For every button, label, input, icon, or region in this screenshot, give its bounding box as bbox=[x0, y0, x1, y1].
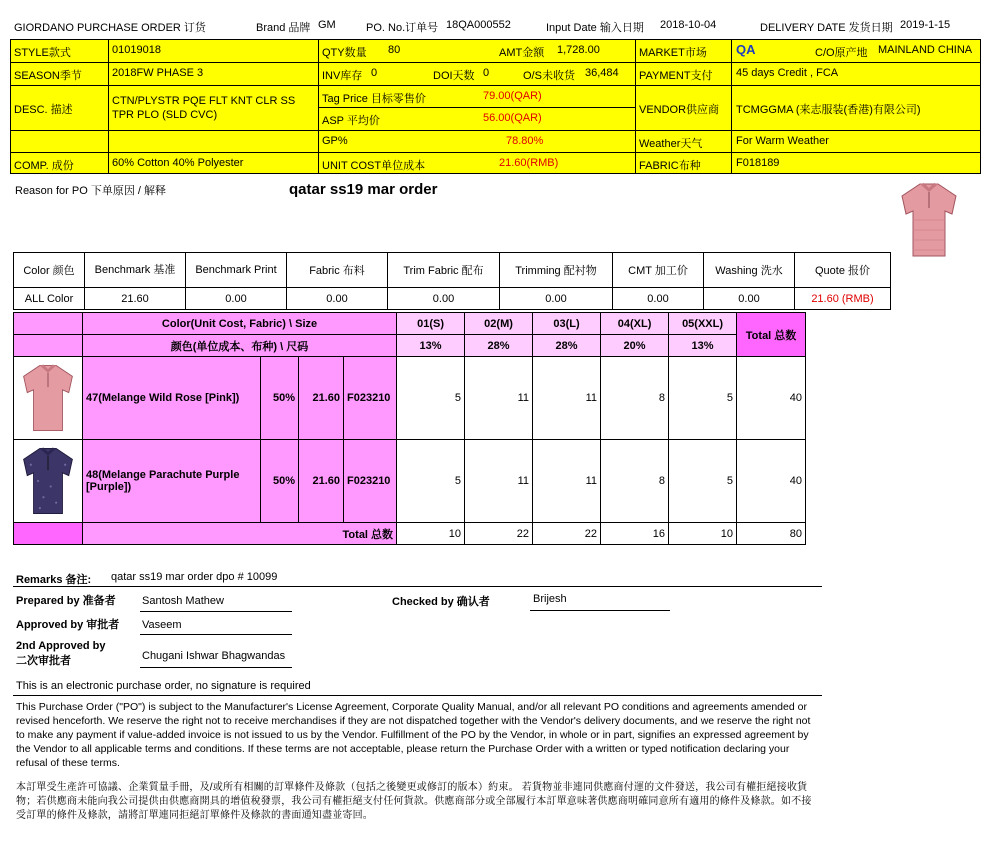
approved-by-label: Approved by 审批者 bbox=[16, 619, 120, 631]
footer-total-label: Total 总数 bbox=[83, 523, 397, 545]
signature-line bbox=[140, 667, 292, 668]
footer-total-cell: 10 bbox=[397, 523, 465, 545]
cost-cell: 0.00 bbox=[186, 288, 287, 310]
style-label: STYLE款式 bbox=[14, 47, 71, 59]
qty-cell: 11 bbox=[465, 440, 533, 523]
size-ratio: 13% bbox=[669, 335, 737, 357]
po-number-value: 18QA000552 bbox=[446, 19, 511, 31]
vendor-label: VENDOR供应商 bbox=[639, 104, 720, 116]
market-value: QA bbox=[736, 42, 756, 57]
season-value: 2018FW PHASE 3 bbox=[112, 67, 204, 79]
os-value: 36,484 bbox=[585, 67, 619, 79]
po-title: GIORDANO PURCHASE ORDER 订货 bbox=[14, 22, 206, 34]
doi-value: 0 bbox=[483, 67, 490, 79]
style-value: 01019018 bbox=[112, 44, 161, 56]
asp-label: ASP 平均价 bbox=[322, 115, 380, 127]
os-label: O/S未收货 bbox=[523, 70, 575, 82]
qty-cell: 8 bbox=[601, 440, 669, 523]
cost-header-cmt: CMT 加工价 bbox=[613, 253, 704, 288]
cost-header-color: Color 颜色 bbox=[14, 253, 85, 288]
cost-header-washing: Washing 洗水 bbox=[704, 253, 795, 288]
po-number-label: PO. No.订单号 bbox=[366, 22, 439, 34]
cost-cell: 0.00 bbox=[388, 288, 500, 310]
tag-price-label: Tag Price 目标零售价 bbox=[322, 93, 426, 105]
inv-label: INV库存 bbox=[322, 70, 363, 82]
color-swatch-image bbox=[14, 440, 83, 523]
color-name: 47(Melange Wild Rose [Pink]) bbox=[83, 357, 261, 440]
cost-cell: 0.00 bbox=[704, 288, 795, 310]
divider bbox=[13, 695, 822, 696]
table-row bbox=[14, 440, 806, 523]
market-label: MARKET市场 bbox=[639, 47, 707, 59]
color-pct: 50% bbox=[261, 357, 299, 440]
cost-header-benchmark: Benchmark 基准 bbox=[85, 253, 186, 288]
shirt-image-pink bbox=[20, 359, 76, 437]
qty-label: QTY数量 bbox=[322, 47, 367, 59]
amt-label: AMT金额 bbox=[499, 47, 545, 59]
po-info-grid bbox=[10, 39, 981, 174]
shirt-image-purple bbox=[20, 442, 76, 520]
qty-cell: 11 bbox=[533, 357, 601, 440]
fabric-label: FABRIC布种 bbox=[639, 160, 701, 172]
color-cost: 21.60 bbox=[299, 440, 344, 523]
row-total: 40 bbox=[737, 440, 806, 523]
checked-by-value: Brijesh bbox=[533, 593, 567, 605]
signature-line bbox=[140, 611, 292, 612]
weather-label: Weather天气 bbox=[639, 138, 703, 150]
cost-cell: 21.60 bbox=[85, 288, 186, 310]
cost-breakdown-table bbox=[13, 252, 891, 310]
size-ratio: 28% bbox=[465, 335, 533, 357]
qty-cell: 11 bbox=[465, 357, 533, 440]
qty-cell: 5 bbox=[397, 357, 465, 440]
size-table-head-cn: 颜色(单位成本、布种) \ 尺码 bbox=[83, 335, 397, 357]
unit-cost-value: 21.60(RMB) bbox=[499, 157, 559, 169]
table-row bbox=[14, 357, 806, 440]
payment-label: PAYMENT支付 bbox=[639, 70, 713, 82]
size-table-corner bbox=[14, 313, 83, 335]
season-label: SEASON季节 bbox=[14, 70, 82, 82]
comp-value: 60% Cotton 40% Polyester bbox=[112, 157, 244, 169]
color-pct: 50% bbox=[261, 440, 299, 523]
size-quantity-table bbox=[13, 312, 806, 545]
cost-cell: 0.00 bbox=[287, 288, 388, 310]
comp-label: COMP. 成份 bbox=[14, 160, 74, 172]
terms-chinese: 本訂單受生產許可協議、企業質量手冊，及/或所有相關的訂單條件及條款（包括之後變更或修訂的版本）約束。 若貨物並非連同供應商付運的文件發送，我公司有權拒絕接收貨物；若供應商未能向我公司提供由供應商開具的增值稅發票，我公司有權拒絕支付任何貨款。供應商部分或全部履行本訂單意味著供應商明確同意所有適用的條件及條款。如不接受訂單的條件及條款，請將訂單連同拒絕訂單條件及條款的書面通知盡並寄回。 bbox=[16, 782, 812, 821]
desc-value: CTN/PLYSTR PQE FLT KNT CLR SS TPR PLO (SLD CVC) bbox=[112, 95, 296, 121]
inv-value: 0 bbox=[371, 67, 378, 79]
approved-by-value: Vaseem bbox=[142, 619, 182, 631]
size-header: 05(XXL) bbox=[669, 313, 737, 335]
input-date-label: Input Date 输入日期 bbox=[546, 22, 644, 34]
prepared-by-label: Prepared by 准备者 bbox=[16, 595, 116, 607]
tag-price-value: 79.00(QAR) bbox=[483, 90, 542, 102]
amt-value: 1,728.00 bbox=[557, 44, 600, 56]
fabric-value: F018189 bbox=[736, 157, 780, 169]
qty-cell: 11 bbox=[533, 440, 601, 523]
footer-total-cell: 22 bbox=[465, 523, 533, 545]
size-ratio: 28% bbox=[533, 335, 601, 357]
cost-header-trim-fabric: Trim Fabric 配布 bbox=[388, 253, 500, 288]
payment-value: 45 days Credit , FCA bbox=[736, 67, 839, 79]
second-approved-label: 2nd Approved by bbox=[16, 640, 106, 652]
qty-cell: 5 bbox=[669, 440, 737, 523]
size-ratio: 13% bbox=[397, 335, 465, 357]
second-approved-value: Chugani Ishwar Bhagwandas bbox=[142, 650, 286, 662]
cost-header-fabric: Fabric 布料 bbox=[287, 253, 388, 288]
weather-value: For Warm Weather bbox=[736, 135, 829, 147]
prepared-by-value: Santosh Mathew bbox=[142, 595, 224, 607]
size-table-head-en: Color(Unit Cost, Fabric) \ Size bbox=[83, 313, 397, 335]
footer-total-cell: 22 bbox=[533, 523, 601, 545]
signature-line bbox=[140, 634, 292, 635]
divider bbox=[13, 586, 822, 587]
footer-total-cell: 16 bbox=[601, 523, 669, 545]
origin-value: MAINLAND CHINA bbox=[878, 44, 973, 56]
cost-header-benchmark-print: Benchmark Print bbox=[186, 253, 287, 288]
electronic-note: This is an electronic purchase order, no signature is required bbox=[16, 680, 311, 692]
asp-value: 56.00(QAR) bbox=[483, 112, 542, 124]
input-date-value: 2018-10-04 bbox=[660, 19, 717, 31]
brand-value: GM bbox=[318, 19, 336, 31]
vendor-value: TCMGGMA (来志服装(香港)有限公司) bbox=[736, 104, 921, 116]
qty-cell: 5 bbox=[397, 440, 465, 523]
terms-english: This Purchase Order ("PO") is subject to the Manufacturer's License Agreement, Corporate Quality Manual, and/or all relevant PO conditions and agreements amended or revised henceforth. We reserve the right not to receive merchandises if they are not dispatched together with the Vendor's delivery documents, and we reserve the right not to make any payment if value-added invoice is not issued to us by the Vendor. Fulfillment of the PO by the Vendor, in whole or in part, signifies an expressed agreement by the Vendor to all applicable terms and conditions. If these terms are not acceptable, please return the Purchase Order with a written or typed notification declaring your refusal of these terms. bbox=[16, 701, 811, 769]
grand-total: 80 bbox=[737, 523, 806, 545]
color-fabric: F023210 bbox=[344, 357, 397, 440]
cost-cell: 0.00 bbox=[613, 288, 704, 310]
size-header: 04(XL) bbox=[601, 313, 669, 335]
color-swatch-image bbox=[14, 357, 83, 440]
footer-corner bbox=[14, 523, 83, 545]
remarks-value: qatar ss19 mar order dpo # 10099 bbox=[111, 571, 278, 583]
gp-value: 78.80% bbox=[506, 135, 544, 147]
cost-cell: 0.00 bbox=[500, 288, 613, 310]
brand-label: Brand 品牌 bbox=[256, 22, 311, 34]
second-approved-label-cn: 二次审批者 bbox=[16, 655, 71, 667]
color-fabric: F023210 bbox=[344, 440, 397, 523]
color-cost: 21.60 bbox=[299, 357, 344, 440]
size-table-corner-2 bbox=[14, 335, 83, 357]
remarks-label: Remarks 备注: bbox=[16, 574, 92, 586]
total-header: Total 总数 bbox=[737, 313, 806, 357]
gp-label: GP% bbox=[322, 135, 348, 147]
origin-label: C/O原产地 bbox=[815, 47, 868, 59]
checked-by-label: Checked by 确认者 bbox=[392, 596, 490, 608]
size-ratio: 20% bbox=[601, 335, 669, 357]
shirt-image-pink bbox=[898, 180, 960, 260]
delivery-date-label: DELIVERY DATE 发货日期 bbox=[760, 22, 893, 34]
product-thumbnail bbox=[898, 180, 960, 263]
size-header: 03(L) bbox=[533, 313, 601, 335]
row-total: 40 bbox=[737, 357, 806, 440]
doi-label: DOI天数 bbox=[433, 70, 475, 82]
size-header: 01(S) bbox=[397, 313, 465, 335]
signature-line bbox=[530, 610, 670, 611]
reason-value: qatar ss19 mar order bbox=[289, 181, 438, 198]
size-header: 02(M) bbox=[465, 313, 533, 335]
desc-label: DESC. 描述 bbox=[14, 104, 73, 116]
cost-cell: ALL Color bbox=[14, 288, 85, 310]
footer-total-cell: 10 bbox=[669, 523, 737, 545]
cost-header-quote: Quote 报价 bbox=[795, 253, 891, 288]
color-name: 48(Melange Parachute Purple [Purple]) bbox=[83, 440, 261, 523]
qty-cell: 8 bbox=[601, 357, 669, 440]
qty-cell: 5 bbox=[669, 357, 737, 440]
reason-label: Reason for PO 下单原因 / 解释 bbox=[15, 185, 166, 197]
cost-header-trimming: Trimming 配衬物 bbox=[500, 253, 613, 288]
delivery-date-value: 2019-1-15 bbox=[900, 19, 951, 31]
unit-cost-label: UNIT COST单位成本 bbox=[322, 160, 426, 172]
qty-value: 80 bbox=[388, 44, 401, 56]
cost-cell-quote: 21.60 (RMB) bbox=[795, 288, 891, 310]
